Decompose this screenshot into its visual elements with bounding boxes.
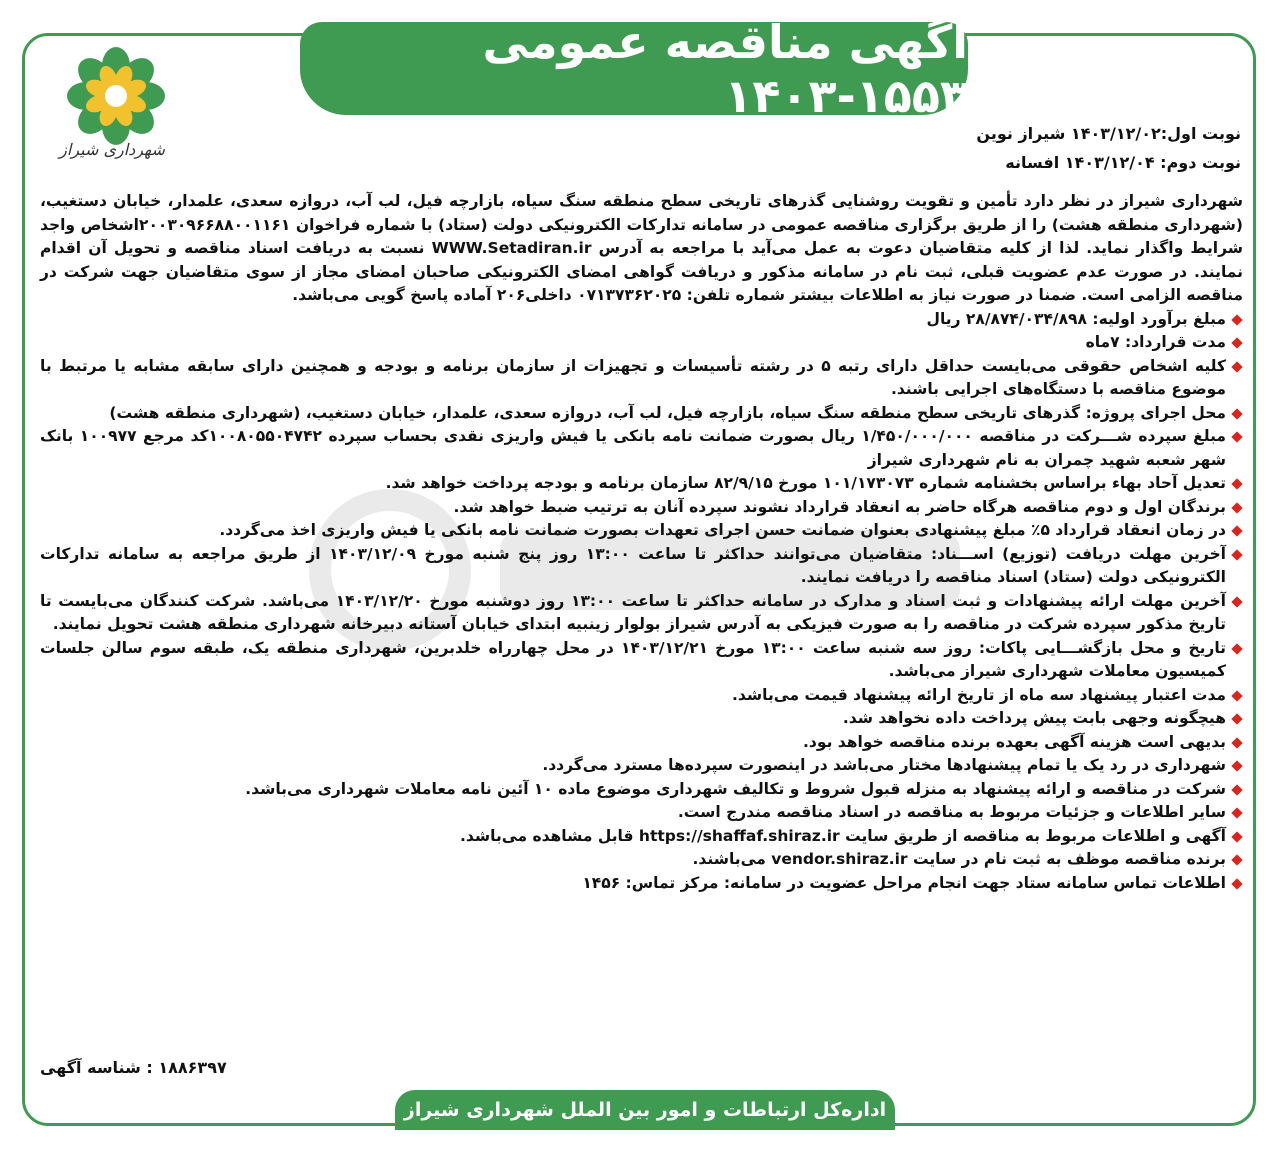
conditions-list (40, 308, 1243, 896)
list-item: محل اجرای پروژه: گذرهای تاریخی سطح منطقه سنگ سیاه، بازارچه فیل، لب آب، دروازه سعدی، علمدار، خیابان دستغیب، (شهرداری منطقه هشت) (40, 402, 1243, 426)
bullet-diamond-icon (1231, 431, 1242, 442)
list-item: سایر اطلاعات و جزئیات مربوط به مناقصه در اسناد مناقصه مندرج است. (40, 801, 1243, 825)
footer-text: اداره‌کل ارتباطات و امور بین الملل شهرداری شیراز (403, 1099, 887, 1121)
shiraz-municipality-logo-icon (58, 44, 174, 184)
bullet-diamond-icon (1231, 713, 1242, 724)
list-item: در زمان انعقاد قرارداد ۵٪ مبلغ پیشنهادی بعنوان ضمانت حسن اجرای تعهدات بصورت ضمانت نامه بانکی یا فیش واریزی اخذ می‌گردد. (40, 519, 1243, 543)
bullet-diamond-icon (1231, 361, 1242, 372)
bullet-diamond-icon (1231, 878, 1242, 889)
list-item: شهرداری در رد یک یا تمام پیشنهادها مختار می‌باشد در اینصورت سپرده‌ها مسترد می‌گردد. (40, 754, 1243, 778)
list-item: تاریخ و محل بازگشـــایی پاکات: روز سه شنبه ساعت ۱۳:۰۰ مورخ ۱۴۰۳/۱۲/۲۱ در محل چهارراه خلدبرین، شهرداری منطقه یک، طبقه سوم سالن جلسات کمیسیون معاملات شهرداری شیراز می‌باشد. (40, 637, 1243, 684)
bullet-diamond-icon (1231, 337, 1242, 348)
ad-identifier: ۱۸۸۶۳۹۷ : شناسه آگهی (40, 1058, 227, 1077)
ad-title: آگهی مناقصه عمومی ۱۵۵۳-۱۴۰۳ (482, 14, 968, 123)
list-item: برنده مناقصه موظف به ثبت نام در سایت vendor.shiraz.ir می‌باشند. (40, 848, 1243, 872)
list-item: برندگان اول و دوم مناقصه هرگاه حاضر به انعقاد قرارداد نشوند سپرده آنان به ترتیب ضبط خواهد شد. (40, 496, 1243, 520)
second-round-date: نوبت دوم: ۱۴۰۳/۱۲/۰۴ افسانه (1005, 153, 1241, 172)
bullet-diamond-icon (1231, 831, 1242, 842)
list-item: آخرین مهلت ارائه پیشنهادات و ثبت اسناد و مدارک در سامانه حداکثر تا ساعت ۱۳:۰۰ روز دوشنبه مورخ ۱۴۰۳/۱۲/۲۰ می‌باشد. شرکت کنندگان می‌بایست تا تاریخ مذکور سپرده شرکت در مناقصه را به صورت فیزیکی به آدرس شیراز بولوار زینبیه ابتدای خیابان آستانه دبیرخانه شهرداری منطقه هشت تحویل نمایند. (40, 590, 1243, 637)
bullet-diamond-icon (1231, 854, 1242, 865)
footer-banner (395, 1090, 895, 1130)
bullet-diamond-icon (1231, 784, 1242, 795)
intro-paragraph: شهرداری شیراز در نظر دارد تأمین و تقویت روشنایی گذرهای تاریخی سطح منطقه سنگ سیاه، بازارچه فیل، لب آب، دروازه سعدی، علمدار، خیابان دستغیب، (شهرداری منطقه هشت) را از طریق برگزاری مناقصه عمومی در سامانه تدارکات الکترونیکی دولت (ستاد) با شماره فراخوان ۲۰۰۳۰۹۶۶۸۸۰۰۱۱۶۱اشخاص واجد شرایط واگذار نماید. لذا از کلیه متقاضیان دعوت به عمل می‌آید با مراجعه به آدرس WWW.Setadiran.ir نسبت به دریافت اسناد مناقصه و تحویل آن اقدام نمایند. در صورت عدم عضویت قبلی، ثبت نام در سامانه مذکور و دریافت گواهی امضای الکترونیکی صاحبان امضای مجاز از سوی متقاضیان جهت شرکت در مناقصه الزامی است. ضمنا در صورت نیاز به اطلاعات بیشتر شماره تلفن: ۰۷۱۳۷۳۶۲۰۲۵ داخلی۲۰۶ آماده پاسخ گویی می‌باشد. (40, 192, 1243, 304)
bullet-diamond-icon (1231, 807, 1242, 818)
list-item: مبلغ برآورد اولیه: ۲۸/۸۷۴/۰۳۴/۸۹۸ ریال (40, 308, 1243, 332)
bullet-diamond-icon (1231, 549, 1242, 560)
list-item: اطلاعات تماس سامانه ستاد جهت انجام مراحل عضویت در سامانه: مرکز تماس: ۱۴۵۶ (40, 872, 1243, 896)
title-banner (300, 14, 968, 123)
list-item: کلیه اشخاص حقوقی می‌بایست حداقل دارای رتبه ۵ در رشته تأسیسات و تجهیزات از سازمان برنامه و بودجه و همچنین دارای سابقه مشابه یا مرتبط با موضوع مناقصه با دستگاه‌های اجرایی باشند. (40, 355, 1243, 402)
list-item: بدیهی است هزینه آگهی بعهده برنده مناقصه خواهد بود. (40, 731, 1243, 755)
logo-caption: شهرداری شیراز (59, 140, 165, 159)
bullet-diamond-icon (1231, 760, 1242, 771)
list-item: تعدیل آحاد بهاء براساس بخشنامه شماره ۱۰۱/۱۷۳۰۷۳ مورخ ۸۲/۹/۱۵ سازمان برنامه و بودجه پرداخت خواهد شد. (40, 472, 1243, 496)
bullet-diamond-icon (1231, 690, 1242, 701)
ad-body (40, 190, 1243, 895)
first-round-date: نوبت اول:۱۴۰۳/۱۲/۰۲ شیراز نوین (976, 124, 1241, 143)
list-item: آگهی و اطلاعات مربوط به مناقصه از طریق سایت https://shaffaf.shiraz.ir قابل مشاهده می‌باشد. (40, 825, 1243, 849)
list-item: مدت اعتبار پیشنهاد سه ماه از تاریخ ارائه پیشنهاد قیمت می‌باشد. (40, 684, 1243, 708)
bullet-diamond-icon (1231, 502, 1242, 513)
list-item: آخرین مهلت دریافت (توزیع) اســـناد: متقاضیان می‌توانند حداکثر تا ساعت ۱۳:۰۰ روز پنج شنبه مورخ ۱۴۰۳/۱۲/۰۹ از طریق مراجعه به سامانه تدارکات الکترونیکی دولت (ستاد) اسناد مناقصه را دریافت نمایند. (40, 543, 1243, 590)
list-item: هیچگونه وجهی بابت پیش پرداخت داده نخواهد شد. (40, 707, 1243, 731)
bullet-diamond-icon (1231, 314, 1242, 325)
list-item: مدت قرارداد: ۷ماه (40, 331, 1243, 355)
bullet-diamond-icon (1231, 478, 1242, 489)
bullet-diamond-icon (1231, 408, 1242, 419)
bullet-diamond-icon (1231, 596, 1242, 607)
list-item: مبلغ سپرده شـــرکت در مناقصه ۱/۴۵۰/۰۰۰/۰۰۰ ریال بصورت ضمانت نامه بانکی یا فیش واریزی نقدی بحساب سپرده ۱۰۰۸۰۵۵۰۴۷۴۲کد مرجع ۱۰۰۹۷۷ بانک شهر شعبه شهید چمران به نام شهرداری شیراز (40, 425, 1243, 472)
list-item: شرکت در مناقصه و ارائه پیشنهاد به منزله قبول شروط و تکالیف شهرداری موضوع ماده ۱۰ آئین نامه معاملات شهرداری می‌باشد. (40, 778, 1243, 802)
bullet-diamond-icon (1231, 525, 1242, 536)
bullet-diamond-icon (1231, 737, 1242, 748)
bullet-diamond-icon (1231, 643, 1242, 654)
